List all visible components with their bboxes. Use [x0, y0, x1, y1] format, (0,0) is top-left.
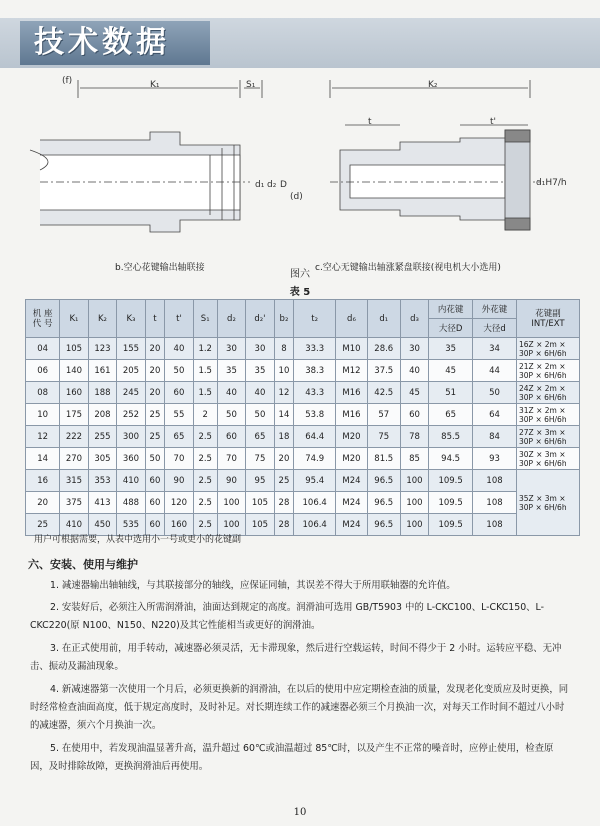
table-cell: 04 [26, 338, 60, 360]
table-cell: 245 [117, 382, 145, 404]
table-cell: 60 [217, 426, 245, 448]
table-cell: 1.5 [193, 382, 217, 404]
table-title: 表 5 [289, 287, 311, 298]
table-cell: 14 [26, 448, 60, 470]
table-cell: 123 [88, 338, 116, 360]
table-cell: 64 [473, 404, 517, 426]
table-cell: 109.5 [429, 514, 473, 536]
table-cell: 35 [217, 360, 245, 382]
table-cell: 78 [400, 426, 428, 448]
table-cell: 60 [145, 514, 165, 536]
table-cell: 100 [217, 492, 245, 514]
figure-area [0, 70, 600, 280]
table-cell: 108 [473, 470, 517, 492]
table-cell: 2.5 [193, 492, 217, 514]
table-cell: 28.6 [367, 338, 400, 360]
table-cell: M16 [336, 404, 368, 426]
table-cell: 60 [145, 470, 165, 492]
col-outer-spline: 外花键 [473, 300, 517, 319]
table-cell: 160 [60, 382, 88, 404]
table-cell: 375 [60, 492, 88, 514]
spline-cell: 31Z × 2m × 30P × 6H/6h [517, 404, 580, 426]
table-cell: 37.5 [367, 360, 400, 382]
table-cell: 33.3 [294, 338, 336, 360]
label-k1: K₁ [150, 80, 160, 90]
table-cell: 65 [429, 404, 473, 426]
spline-cell: 30Z × 3m × 30P × 6H/6h [517, 448, 580, 470]
table-cell: 25 [274, 470, 294, 492]
table-row [26, 492, 580, 514]
caption-b: b.空心花键输出轴联接 [115, 263, 205, 273]
table-cell: 2.5 [193, 448, 217, 470]
table-cell: 65 [165, 426, 193, 448]
table-cell: 70 [217, 448, 245, 470]
table-cell: 12 [274, 382, 294, 404]
table-cell: 300 [117, 426, 145, 448]
table-cell: 74.9 [294, 448, 336, 470]
table-header-row [26, 300, 580, 319]
label-d2: d₂ [267, 180, 277, 190]
label-D: D [280, 180, 287, 190]
table-cell: 252 [117, 404, 145, 426]
table-row [26, 448, 580, 470]
col-k3: K₃ [117, 300, 145, 338]
label-d1h: d₁H7/h [536, 178, 567, 188]
col-k1: K₁ [60, 300, 88, 338]
table-cell: 175 [60, 404, 88, 426]
table-cell: 188 [88, 382, 116, 404]
table-cell: 255 [88, 426, 116, 448]
table-cell: 60 [165, 382, 193, 404]
label-t: t [368, 117, 372, 127]
col-inner-spline: 内花键 [429, 300, 473, 319]
table-cell: 30 [217, 338, 245, 360]
spline-cell: 24Z × 2m × 30P × 6H/6h [517, 382, 580, 404]
table-cell: M16 [336, 382, 368, 404]
spline-cell: 16Z × 2m × 30P × 6H/6h [517, 338, 580, 360]
table-row [26, 338, 580, 360]
paragraph-2: 2. 安装好后，必须注入所需润滑油，油面达到规定的高度。润滑油可选用 GB/T5903 中的 L-CKC100、L-CKC150、L-CKC220(原 N100、N150、N220)及其它性能相当或更好的润滑油。 [30, 602, 544, 631]
table-row [26, 404, 580, 426]
col-b2: b₂ [274, 300, 294, 338]
col-outer-sub: 大径d [473, 319, 517, 338]
table-cell: 25 [145, 404, 165, 426]
paragraph-4: 4. 新减速器第一次使用一个月后，必须更换新的润滑油，在以后的使用中应定期检查油的质量，发现老化变质应及时更换，同时经常检查油面高度，低于规定高度时，及时补足。对长期连续工作的减速器必须三个月换油一次，对每天工作时间不超过八小时的减速器，须六个月换油一次。 [30, 684, 569, 731]
table-cell: 60 [145, 492, 165, 514]
table-cell: 410 [117, 470, 145, 492]
table-cell: 95 [246, 470, 274, 492]
table-cell: 20 [145, 338, 165, 360]
table-cell: M10 [336, 338, 368, 360]
table-cell: 90 [217, 470, 245, 492]
table-cell: 8 [274, 338, 294, 360]
table-cell: M24 [336, 470, 368, 492]
figure-label-f: (f) [62, 76, 73, 86]
table-cell: 305 [88, 448, 116, 470]
table-cell: 43.3 [294, 382, 336, 404]
table-cell: 109.5 [429, 492, 473, 514]
table-cell: 222 [60, 426, 88, 448]
table-cell: 2.5 [193, 470, 217, 492]
figure-title: 图六 [290, 269, 310, 280]
label-d: (d) [290, 192, 303, 202]
table-cell: 450 [88, 514, 116, 536]
table-cell: 100 [400, 470, 428, 492]
col-d2p: d₂' [246, 300, 274, 338]
spline-cell: 27Z × 3m × 30P × 6H/6h [517, 426, 580, 448]
label-t1: t' [490, 117, 497, 127]
table-cell: 40 [400, 360, 428, 382]
table-cell: 155 [117, 338, 145, 360]
table-cell: 96.5 [367, 470, 400, 492]
col-frame: 机 座 代 号 [26, 300, 60, 338]
table-cell: 160 [165, 514, 193, 536]
table-cell: 18 [274, 426, 294, 448]
table-cell: 105 [246, 492, 274, 514]
table-cell: 50 [145, 448, 165, 470]
col-t2: t₂ [294, 300, 336, 338]
table-cell: 35 [429, 338, 473, 360]
table-cell: 360 [117, 448, 145, 470]
table-cell: 50 [473, 382, 517, 404]
table-cell: 10 [26, 404, 60, 426]
table-cell: 2 [193, 404, 217, 426]
table-cell: 535 [117, 514, 145, 536]
table-cell: 20 [145, 360, 165, 382]
table-cell: 25 [145, 426, 165, 448]
table-cell: 105 [60, 338, 88, 360]
table-row [26, 360, 580, 382]
table-cell: 60 [400, 404, 428, 426]
table-cell: 75 [367, 426, 400, 448]
table-cell: 2.5 [193, 514, 217, 536]
table-cell: 45 [400, 382, 428, 404]
table-cell: 96.5 [367, 492, 400, 514]
page-title: 技术数据 [20, 21, 210, 65]
table-row [26, 382, 580, 404]
spline-cell: 21Z × 2m × 30P × 6H/6h [517, 360, 580, 382]
table-cell: 95.4 [294, 470, 336, 492]
table-cell: 208 [88, 404, 116, 426]
table-cell: 81.5 [367, 448, 400, 470]
col-d6: d₆ [336, 300, 368, 338]
table-cell: 50 [165, 360, 193, 382]
table-cell: 53.8 [294, 404, 336, 426]
table-cell: 100 [400, 514, 428, 536]
table-cell: M20 [336, 448, 368, 470]
label-k2: K₂ [428, 80, 438, 90]
table-cell: 34 [473, 338, 517, 360]
table-cell: 85.5 [429, 426, 473, 448]
table-cell: 85 [400, 448, 428, 470]
table-cell: 105 [246, 514, 274, 536]
table-note: 用户可根据需要，从表中选用小一号或更小的花键副 [34, 535, 242, 545]
table-cell: 55 [165, 404, 193, 426]
table-cell: 35 [246, 360, 274, 382]
col-s1: S₁ [193, 300, 217, 338]
technical-drawing [0, 70, 600, 280]
caption-c: c.空心无键输出轴涨紧盘联接(视电机大小选用) [315, 263, 501, 273]
label-d1: d₁ [255, 180, 265, 190]
table-cell: 44 [473, 360, 517, 382]
table-cell: 106.4 [294, 492, 336, 514]
table-cell: 38.3 [294, 360, 336, 382]
table-cell: 70 [165, 448, 193, 470]
col-d1: d₁ [367, 300, 400, 338]
table-cell: 84 [473, 426, 517, 448]
paragraph-5: 5. 在使用中，若发现油温显著升高，温升超过 60℃或油温超过 85℃时，以及产生不正常的噪音时，应停止使用，检查原因，及时排除故障，更换润滑油后再使用。 [30, 743, 554, 772]
table-cell: 205 [117, 360, 145, 382]
section-title: 六、安装、使用与维护 [28, 558, 138, 571]
label-s1: S₁ [246, 80, 256, 90]
table-cell: 50 [246, 404, 274, 426]
paragraph-1: 1. 减速器输出轴轴线，与其联接部分的轴线，应保证同轴，其误差不得大于所用联轴器的允许值。 [50, 580, 456, 591]
table-cell: 45 [429, 360, 473, 382]
table-cell: 51 [429, 382, 473, 404]
table-cell: 353 [88, 470, 116, 492]
table-cell: 40 [165, 338, 193, 360]
table-cell: 28 [274, 492, 294, 514]
table-cell: M12 [336, 360, 368, 382]
table-cell: 93 [473, 448, 517, 470]
table-cell: 30 [246, 338, 274, 360]
table-cell: 12 [26, 426, 60, 448]
table-cell: 410 [60, 514, 88, 536]
table-cell: 42.5 [367, 382, 400, 404]
table-cell: 06 [26, 360, 60, 382]
col-d2: d₂ [217, 300, 245, 338]
table-cell: 270 [60, 448, 88, 470]
table-cell: 1.2 [193, 338, 217, 360]
table-cell: 2.5 [193, 426, 217, 448]
table-cell: 413 [88, 492, 116, 514]
col-t: t [145, 300, 165, 338]
table-cell: 315 [60, 470, 88, 492]
table-cell: 1.5 [193, 360, 217, 382]
table-cell: 20 [274, 448, 294, 470]
spline-cell: 35Z × 3m × 30P × 6H/6h [517, 470, 580, 536]
table-cell: 40 [217, 382, 245, 404]
table-cell: M24 [336, 492, 368, 514]
table-cell: M24 [336, 514, 368, 536]
paragraph-3: 3. 在正式使用前，用手转动，减速器必须灵活，无卡滞现象，然后进行空载运转，时间不得少于 2 小时。运转应平稳、无冲击、振动及漏油现象。 [30, 643, 562, 672]
table-cell: 109.5 [429, 470, 473, 492]
table-cell: 100 [400, 492, 428, 514]
table-cell: 75 [246, 448, 274, 470]
table-cell: 108 [473, 492, 517, 514]
table-cell: 64.4 [294, 426, 336, 448]
page-number: 10 [293, 807, 307, 818]
table-cell: 30 [400, 338, 428, 360]
table-cell: 120 [165, 492, 193, 514]
table-cell: 94.5 [429, 448, 473, 470]
table-cell: 161 [88, 360, 116, 382]
table-cell: 25 [26, 514, 60, 536]
table-cell: 57 [367, 404, 400, 426]
table-cell: 20 [26, 492, 60, 514]
table-row [26, 470, 580, 492]
col-t1: t' [165, 300, 193, 338]
table-cell: 16 [26, 470, 60, 492]
spec-table [25, 299, 580, 536]
table-cell: 108 [473, 514, 517, 536]
col-d3: d₃ [400, 300, 428, 338]
table-cell: 08 [26, 382, 60, 404]
table-cell: 90 [165, 470, 193, 492]
table-cell: 10 [274, 360, 294, 382]
table-cell: 28 [274, 514, 294, 536]
table-cell: 96.5 [367, 514, 400, 536]
col-k2: K₂ [88, 300, 116, 338]
table-cell: 50 [217, 404, 245, 426]
table-row [26, 426, 580, 448]
table-cell: 20 [145, 382, 165, 404]
table-cell: 488 [117, 492, 145, 514]
table-cell: 100 [217, 514, 245, 536]
table-cell: M20 [336, 426, 368, 448]
table-cell: 14 [274, 404, 294, 426]
table-cell: 106.4 [294, 514, 336, 536]
col-spline-pair: 花键副 INT/EXT [517, 300, 580, 338]
table-cell: 65 [246, 426, 274, 448]
table-cell: 40 [246, 382, 274, 404]
col-inner-sub: 大径D [429, 319, 473, 338]
table-cell: 140 [60, 360, 88, 382]
